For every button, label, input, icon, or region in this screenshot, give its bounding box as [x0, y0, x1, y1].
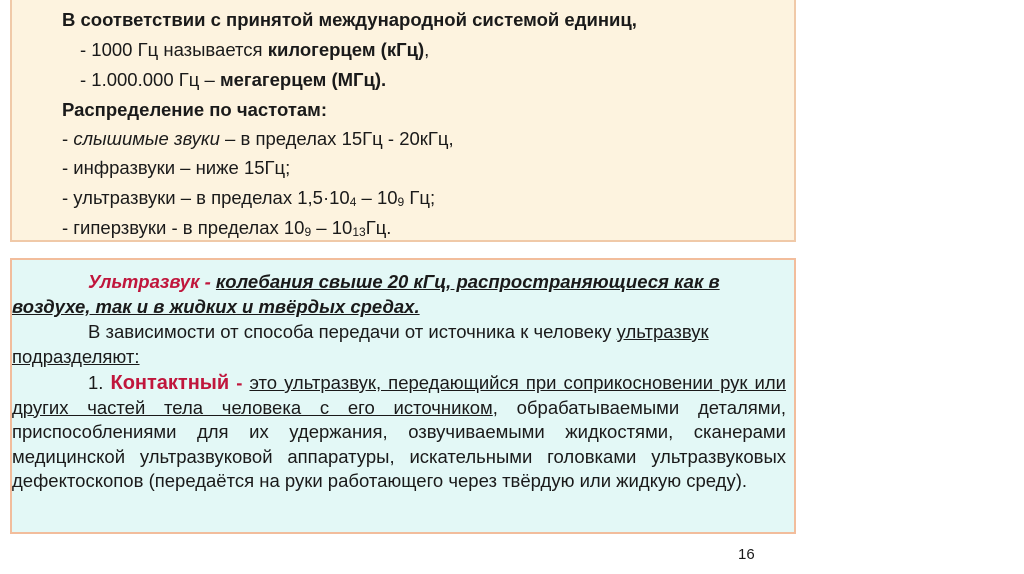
units-intro-line: В соответствии с принятой международной системой единиц,: [62, 9, 637, 30]
megahertz-line: - 1.000.000 Гц – мегагерцем (МГц).: [80, 69, 387, 90]
contact-ultrasound-paragraph: 1. Контактный - это ультразвук, передающийся при соприкосновении рук или других частей тела человека с его источником, обрабатываемыми деталями, приспособлениями для их удержания, озвучиваемыми жидкостями, сканерами медицинской ультразвуковой аппаратуры, искательными головками ультразвуковых дефектоскопов (передаётся на руки работающего через твёрдую или жидкую среду).: [12, 372, 787, 491]
ultrasound-definition-line1: Ультразвук - колебания свыше 20 кГц, распространяющиеся как в: [88, 271, 720, 292]
hypersound-line: - гиперзвуки - в пределах $10_9 - 10_{13}Гц$.: [62, 217, 392, 239]
infrasound-line: - инфразвуки – ниже 15Гц;: [62, 157, 291, 178]
audible-sounds-line: - слышимые звуки – в пределах 15Гц - 20кГц,: [62, 128, 454, 149]
contact-term: Контактный: [110, 372, 230, 394]
classification-intro-line2: подразделяют:: [12, 346, 140, 367]
classification-intro-line1: В зависимости от способа передачи от источника к человеку ультразвук: [88, 321, 709, 342]
ultrasound-definition-line2: воздухе, так и в жидких и твёрдых средах.: [12, 296, 420, 317]
frequency-distribution-heading: Распределение по частотам:: [62, 99, 328, 120]
kilohertz-line: - 1000 Гц называется килогерцем (кГц),: [80, 39, 430, 60]
page-number: 16: [738, 546, 755, 563]
ultrasound-line: - ультразвуки – в пределах $1,5\cdot 10_4 - 10_9$ Гц;: [62, 187, 436, 209]
